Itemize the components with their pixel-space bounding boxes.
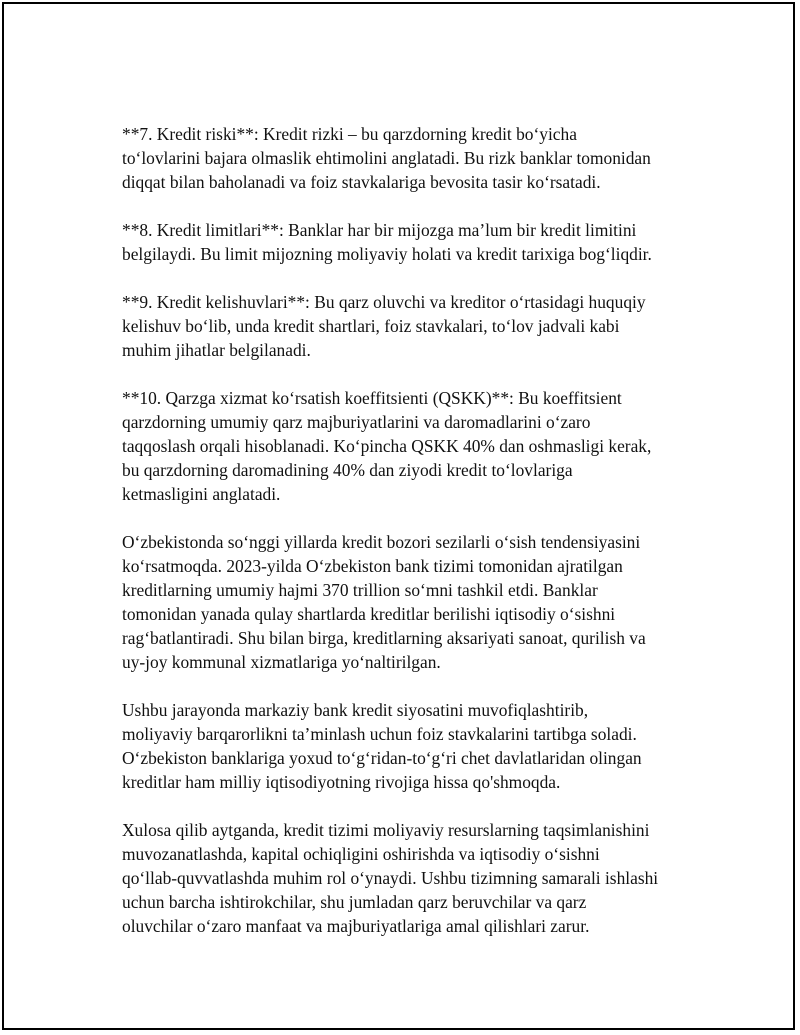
text-line: qarzdorning umumiy qarz majburiyatlarini va daromadlarini o‘zaro [122, 412, 591, 432]
text-line: uchun barcha ishtirokchilar, shu jumladan qarz beruvchilar va qarz [122, 892, 587, 912]
text-line: muhim jihatlar belgilanadi. [122, 340, 311, 360]
paragraph-conclusion [122, 818, 702, 938]
text-line: **7. Kredit riski**: Kredit rizki – bu qarzdorning kredit bo‘yicha [122, 124, 577, 144]
text-line: kreditlarning umumiy hajmi 370 trillion so‘mni tashkil etdi. Banklar [122, 580, 598, 600]
text-line: kreditlar ham milliy iqtisodiyotning rivojiga hissa qo'shmoqda. [122, 772, 561, 792]
paragraph-credit-risk [122, 122, 702, 194]
text-line: moliyaviy barqarorlikni ta’minlash uchun foiz stavkalarini tartibga soladi. [122, 724, 637, 744]
text-line: to‘lovlarini bajara olmaslik ehtimolini anglatadi. Bu rizk banklar tomonidan [122, 148, 651, 168]
paragraph-credit-market-uzbekistan [122, 530, 702, 674]
document-body [122, 122, 702, 962]
text-line: belgilaydi. Bu limit mijozning moliyaviy holati va kredit tarixiga bog‘liqdir. [122, 244, 652, 264]
paragraph-debt-service-ratio [122, 386, 702, 506]
text-line: ketmasligini anglatadi. [122, 484, 281, 504]
paragraph-credit-limits [122, 218, 702, 266]
text-line: uy-joy kommunal xizmatlariga yo‘naltirilgan. [122, 652, 441, 672]
text-line: O‘zbekiston banklariga yoxud to‘g‘ridan-to‘g‘ri chet davlatlaridan olingan [122, 748, 642, 768]
text-line: **9. Kredit kelishuvlari**: Bu qarz oluvchi va kreditor o‘rtasidagi huquqiy [122, 292, 646, 312]
text-line: Ushbu jarayonda markaziy bank kredit siyosatini muvofiqlashtirib, [122, 700, 589, 720]
page-frame [2, 2, 795, 1030]
text-line: rag‘batlantiradi. Shu bilan birga, kreditlarning aksariyati sanoat, qurilish va [122, 628, 646, 648]
text-line: diqqat bilan baholanadi va foiz stavkalariga bevosita tasir ko‘rsatadi. [122, 172, 601, 192]
text-line: kelishuv bo‘lib, unda kredit shartlari, foiz stavkalari, to‘lov jadvali kabi [122, 316, 620, 336]
text-line: muvozanatlashda, kapital ochiqligini oshirishda va iqtisodiy o‘sishni [122, 844, 600, 864]
text-line: ko‘rsatmoqda. 2023-yilda O‘zbekiston bank tizimi tomonidan ajratilgan [122, 556, 623, 576]
paragraph-central-bank-policy [122, 698, 702, 794]
text-line: bu qarzdorning daromadining 40% dan ziyodi kredit to‘lovlariga [122, 460, 573, 480]
text-line: qo‘llab-quvvatlashda muhim rol o‘ynaydi. Ushbu tizimning samarali ishlashi [122, 868, 659, 888]
text-line: **8. Kredit limitlari**: Banklar har bir mijozga ma’lum bir kredit limitini [122, 220, 637, 240]
text-line: oluvchilar o‘zaro manfaat va majburiyatlariga amal qilishlari zarur. [122, 916, 590, 936]
paragraph-credit-agreements [122, 290, 702, 362]
text-line: Xulosa qilib aytganda, kredit tizimi moliyaviy resurslarning taqsimlanishini [122, 820, 650, 840]
text-line: O‘zbekistonda so‘nggi yillarda kredit bozori sezilarli o‘sish tendensiyasini [122, 532, 641, 552]
text-line: **10. Qarzga xizmat ko‘rsatish koeffitsienti (QSKK)**: Bu koeffitsient [122, 388, 622, 408]
text-line: tomonidan yanada qulay shartlarda kreditlar berilishi iqtisodiy o‘sishni [122, 604, 616, 624]
text-line: taqqoslash orqali hisoblanadi. Ko‘pincha QSKK 40% dan oshmasligi kerak, [122, 436, 652, 456]
